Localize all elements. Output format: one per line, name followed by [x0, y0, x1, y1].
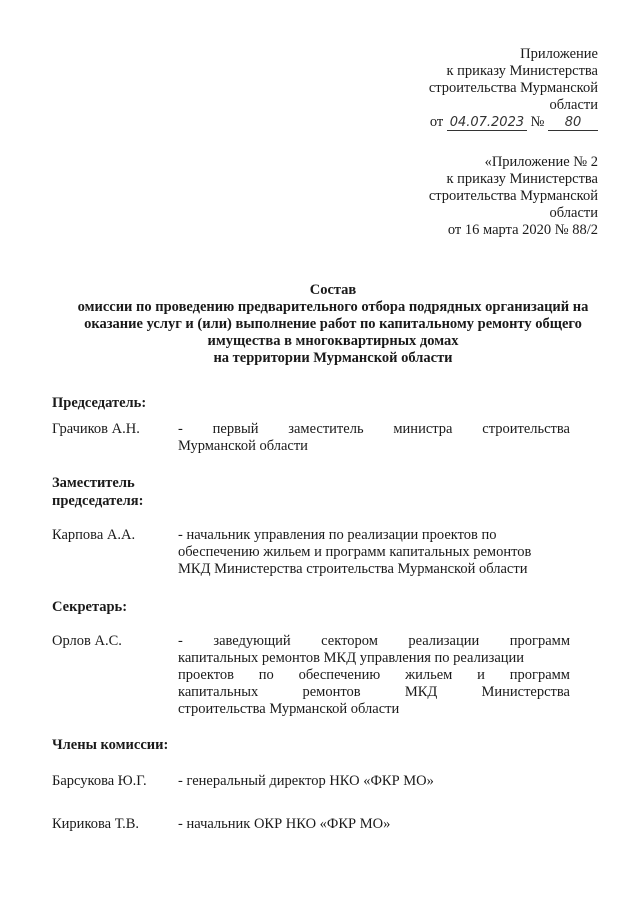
member-name: Кирикова Т.В.: [52, 816, 140, 832]
position-line: МКД Министерства строительства Мурманской области: [178, 561, 528, 577]
annex-header-current: [429, 46, 598, 131]
handwritten-number: 80: [548, 115, 598, 131]
member-name: Барсукова Ю.Г.: [52, 773, 147, 789]
position-line: - первый заместитель министра строительства: [178, 421, 570, 437]
title-line: оказание услуг и (или) выполнение работ по капитальному ремонту общего: [84, 316, 582, 332]
title-line: имущества в многоквартирных домах: [207, 333, 459, 349]
date-prefix: от: [429, 114, 444, 130]
number-prefix: №: [530, 114, 545, 130]
title-line: омиссии по проведению предварительного отбора подрядных организаций на: [77, 299, 589, 315]
deputy-heading: Заместитель председателя:: [52, 475, 144, 509]
position-line: строительства Мурманской области: [178, 701, 400, 717]
annex-line: к приказу Министерства: [446, 171, 598, 187]
document-title: [48, 282, 618, 367]
annex-line: области: [549, 97, 598, 113]
annex-line: «Приложение № 2: [484, 154, 598, 170]
annex-line: строительства Мурманской: [428, 80, 598, 96]
position-line: капитальных ремонтов МКД Министерства: [178, 684, 570, 700]
member-position: - начальник ОКР НКО «ФКР МО»: [178, 816, 391, 832]
member-name: Карпова А.А.: [52, 527, 136, 543]
member-name: Орлов А.С.: [52, 633, 122, 649]
annex-order-ref: [429, 114, 598, 131]
position-line: проектов по обеспечению жильем и программ: [178, 667, 570, 683]
chair-heading: Председатель:: [52, 395, 147, 411]
position-line: капитальных ремонтов МКД управления по реализации: [178, 650, 525, 666]
annex-line: области: [549, 205, 598, 221]
member-position: [178, 421, 570, 455]
annex-line: от 16 марта 2020 № 88/2: [447, 222, 598, 238]
secretary-heading: Секретарь:: [52, 599, 128, 615]
member-position: [178, 527, 570, 578]
annex-header-previous: [429, 154, 598, 239]
position-line: - начальник управления по реализации проектов по: [178, 527, 497, 543]
annex-line: к приказу Министерства: [446, 63, 598, 79]
title-line: Состав: [309, 282, 357, 298]
position-line: Мурманской области: [178, 438, 308, 454]
annex-line: Приложение: [520, 46, 598, 62]
position-line: - заведующий сектором реализации программ: [178, 633, 570, 649]
member-name: Грачиков А.Н.: [52, 421, 140, 437]
member-position: - генеральный директор НКО «ФКР МО»: [178, 773, 434, 789]
member-position: [178, 633, 570, 718]
handwritten-date: 04.07.2023: [447, 115, 527, 131]
annex-line: строительства Мурманской: [428, 188, 598, 204]
title-line: на территории Мурманской области: [213, 350, 453, 366]
members-heading: Члены комиссии:: [52, 737, 169, 753]
position-line: обеспечению жильем и программ капитальных ремонтов: [178, 544, 532, 560]
